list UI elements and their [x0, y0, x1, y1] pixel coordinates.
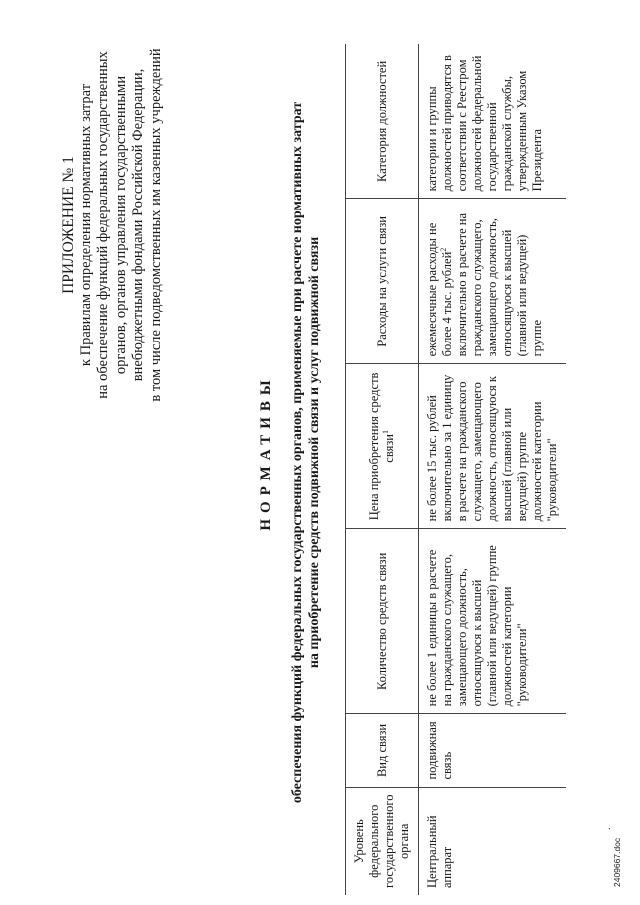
- table-header-row: [346, 44, 419, 895]
- appendix-block: [0, 15, 165, 435]
- cell-costs-text: включительно в расчете на гражданского служащего, замещающего должность, относящуюся к высшей (главной или ведущей) группе: [455, 212, 544, 357]
- appendix-line: в том числе подведомственных им казенных учреждений: [147, 48, 164, 402]
- footnote-mark: 2: [438, 247, 448, 252]
- cell-category: категории и группы должностей приводятся в соответствии с Реестром должностей федеральной государственной гражданской службы, утвержденным Указом Президента: [419, 44, 567, 199]
- page-mark: .: [602, 827, 613, 830]
- document-title: НОРМАТИВЫ: [258, 374, 274, 531]
- footnote-mark: 1: [380, 430, 390, 435]
- header-level: Уровень федерального государственного органа: [346, 787, 419, 895]
- table-row: [419, 44, 567, 895]
- cell-level: Центральный аппарат: [425, 815, 454, 888]
- header-category: Категория должностей: [346, 44, 419, 199]
- cell-price: не более 15 тыс. рублей включительно за 1 единицу в расчете на гражданского служащего, замещающего должность, относящуюся к высшей (главной или ведущей) группе должностей категории "руководители": [419, 364, 567, 529]
- document-heading: [258, 0, 323, 905]
- header-price-text: Цена приобретения средств связи: [367, 372, 396, 521]
- document-subtitle: на приобретение средств подвижной связи и услуг подвижной связи: [307, 236, 322, 669]
- appendix-line: внебюджетными фондами Российской Федерации,: [130, 68, 146, 382]
- cell-type: подвижная связь: [419, 714, 567, 787]
- header-costs: Расходы на услуги связи: [346, 199, 419, 364]
- appendix-line: органов, органов управления государственными: [112, 75, 129, 375]
- norms-table: [345, 44, 566, 895]
- cell-quantity: не более 1 единицы в расчете на гражданского служащего, замещающего должность, относящуюся к высшей (главной или ведущей) группе должностей категории "руководители": [419, 529, 567, 714]
- appendix-title: ПРИЛОЖЕНИЕ № 1: [60, 156, 77, 294]
- header-type: Вид связи: [346, 714, 419, 787]
- document-subtitle: обеспечения функций федеральных государственных органов, применяемые при расчете нормативных затрат: [290, 101, 305, 804]
- document-id: 2409667.doc: [612, 837, 622, 887]
- appendix-line: к Правилам определения нормативных затрат: [77, 83, 94, 367]
- appendix-line: на обеспечение функций федеральных государственных: [95, 51, 111, 399]
- cell-costs: [419, 199, 567, 364]
- header-quantity: Количество средств связи: [346, 529, 419, 714]
- cell-costs-text: ежемесячные расходы не более 4 тыс. рублей: [425, 222, 454, 357]
- header-price: [346, 364, 419, 529]
